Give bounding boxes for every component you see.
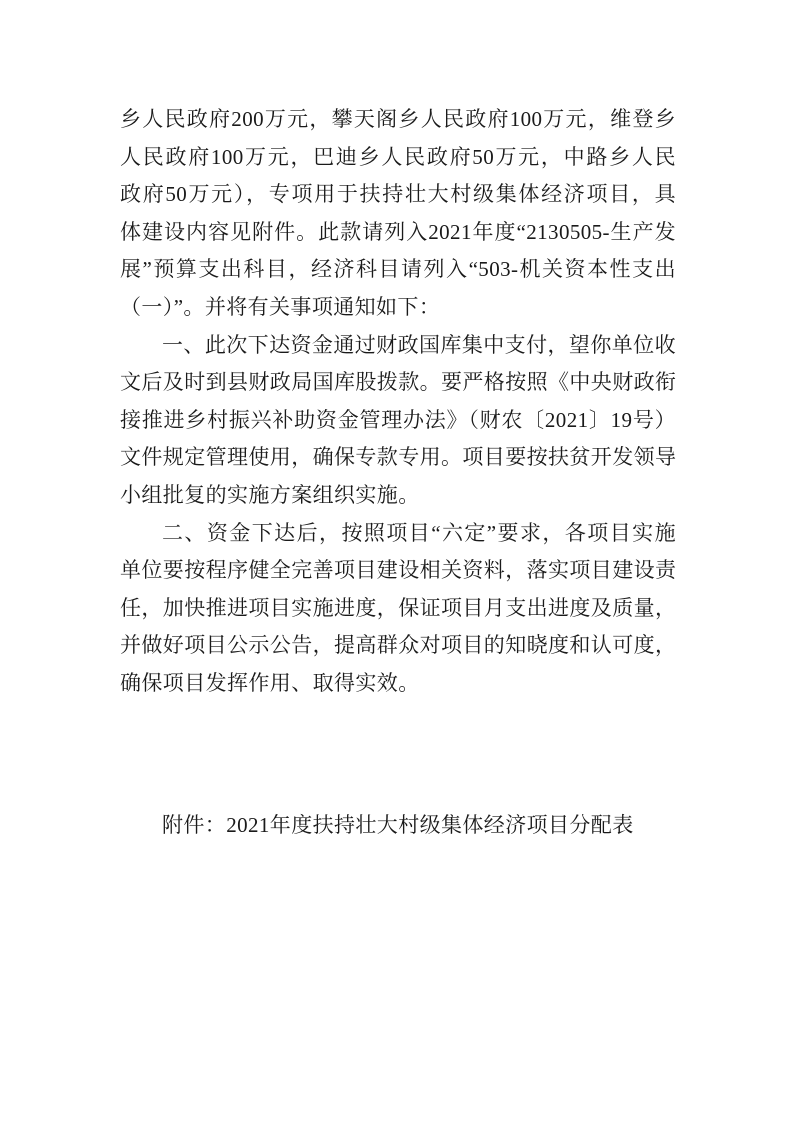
text-line: 体建设内容见附件。此款请列入2021年度“2130505-生产发 bbox=[120, 219, 676, 244]
text-line: 人民政府100万元，巴迪乡人民政府50万元，中路乡人民 bbox=[120, 144, 676, 169]
text-line: 接推进乡村振兴补助资金管理办法》（财农〔2021〕19号） bbox=[120, 407, 676, 432]
text-line: 展”预算支出科目，经济科目请列入“503-机关资本性支出 bbox=[120, 257, 676, 282]
text-line: 任，加快推进项目实施进度，保证项目月支出进度及质量， bbox=[120, 595, 677, 620]
attachment-note: 附件：2021年度扶持壮大村级集体经济项目分配表 bbox=[162, 813, 634, 837]
text-line: 一、此次下达资金通过财政国库集中支付，望你单位收 bbox=[162, 332, 676, 357]
text-line: 单位要按程序健全完善项目建设相关资料，落实项目建设责 bbox=[120, 558, 677, 583]
text-line: 政府50万元），专项用于扶持壮大村级集体经济项目，具 bbox=[120, 182, 676, 207]
document-body bbox=[120, 101, 676, 703]
section-two-paragraph bbox=[120, 515, 676, 703]
text-line: 确保项目发挥作用、取得实效。 bbox=[120, 670, 420, 695]
text-line: 乡人民政府200万元，攀天阁乡人民政府100万元，维登乡 bbox=[120, 107, 676, 131]
text-line: 二、资金下达后，按照项目“六定”要求，各项目实施 bbox=[162, 520, 676, 545]
text-line: 文件规定管理使用，确保专款专用。项目要按扶贫开发领导 bbox=[120, 445, 677, 470]
text-line: 小组批复的实施方案组织实施。 bbox=[120, 482, 420, 507]
text-line: 文后及时到县财政局国库股拨款。要严格按照《中央财政衔 bbox=[120, 370, 677, 395]
text-line: （一）”。并将有关事项通知如下： bbox=[120, 294, 441, 319]
section-one-paragraph bbox=[120, 327, 676, 515]
intro-paragraph bbox=[120, 101, 676, 327]
text-line: 并做好项目公示公告，提高群众对项目的知晓度和认可度， bbox=[120, 633, 677, 658]
